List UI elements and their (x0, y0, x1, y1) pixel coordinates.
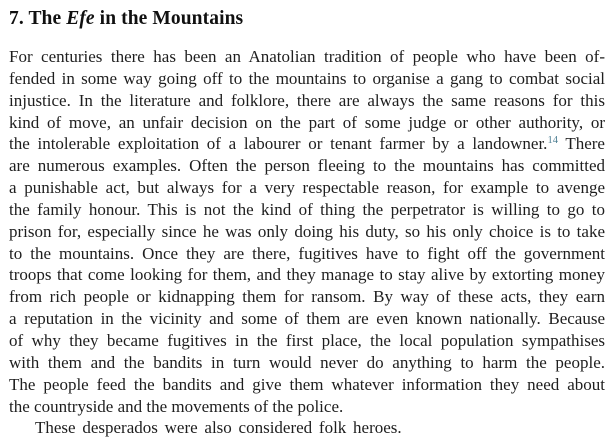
text-line: from rich people or kidnapping them for ransom. By way of these acts, they earn (9, 287, 605, 307)
text-line: to the mountains. Once they are there, fugitives have to fight off the government (9, 243, 605, 263)
text-line: the family honour. This is not the kind of thing the perpetrator is willing to go to (9, 199, 605, 219)
heading-prefix-text: 7. The (9, 8, 67, 29)
text-line: with them and the bandits in turn would never do anything to harm the people. (9, 352, 605, 372)
text-line: kind of move, an unfair decision on the part of some judge or other authority, or (9, 112, 605, 132)
text-line-with-footnote (9, 133, 605, 155)
text-segment: the intolerable exploitation of a labourer or tenant farmer by a landowner. (9, 134, 548, 154)
text-line: prison for, especially since he was only doing his duty, so his only choice is to take (9, 221, 605, 241)
heading-italic-term: Efe (66, 8, 95, 29)
paragraph-last-line: the countryside and the movements of the police. (9, 396, 344, 416)
section-heading (9, 7, 605, 30)
text-line: For centuries there has been an Anatolian tradition of people who have been of- (9, 47, 605, 66)
text-line: injustice. In the literature and folklore, there are always the same reasons for this (9, 90, 605, 110)
body-paragraph (9, 46, 605, 439)
footnote-reference-14[interactable]: 14 (547, 135, 558, 147)
text-line: troops that come looking for them, and they manage to stay alive by extorting money (9, 265, 605, 285)
text-line: fended in some way going off to the mountains to organise a gang to combat social (9, 68, 605, 88)
text-line: a reputation in the vicinity and some of them are even known nationally. Because (9, 309, 605, 329)
text-line: of why they became fugitives in the first place, the local population sympathises (9, 330, 605, 350)
text-line: The people feed the bandits and give them whatever information they need about (9, 374, 605, 394)
text-line: are numerous examples. Often the person fleeing to the mountains has committed (9, 156, 605, 176)
text-line: a punishable act, but always for a very respectable reason, for example to avenge (9, 178, 605, 198)
heading-suffix-text: in the Mountains (94, 8, 244, 29)
text-segment: There (557, 134, 605, 154)
closing-paragraph-line: These desperados were also considered folk heroes. (35, 418, 402, 438)
